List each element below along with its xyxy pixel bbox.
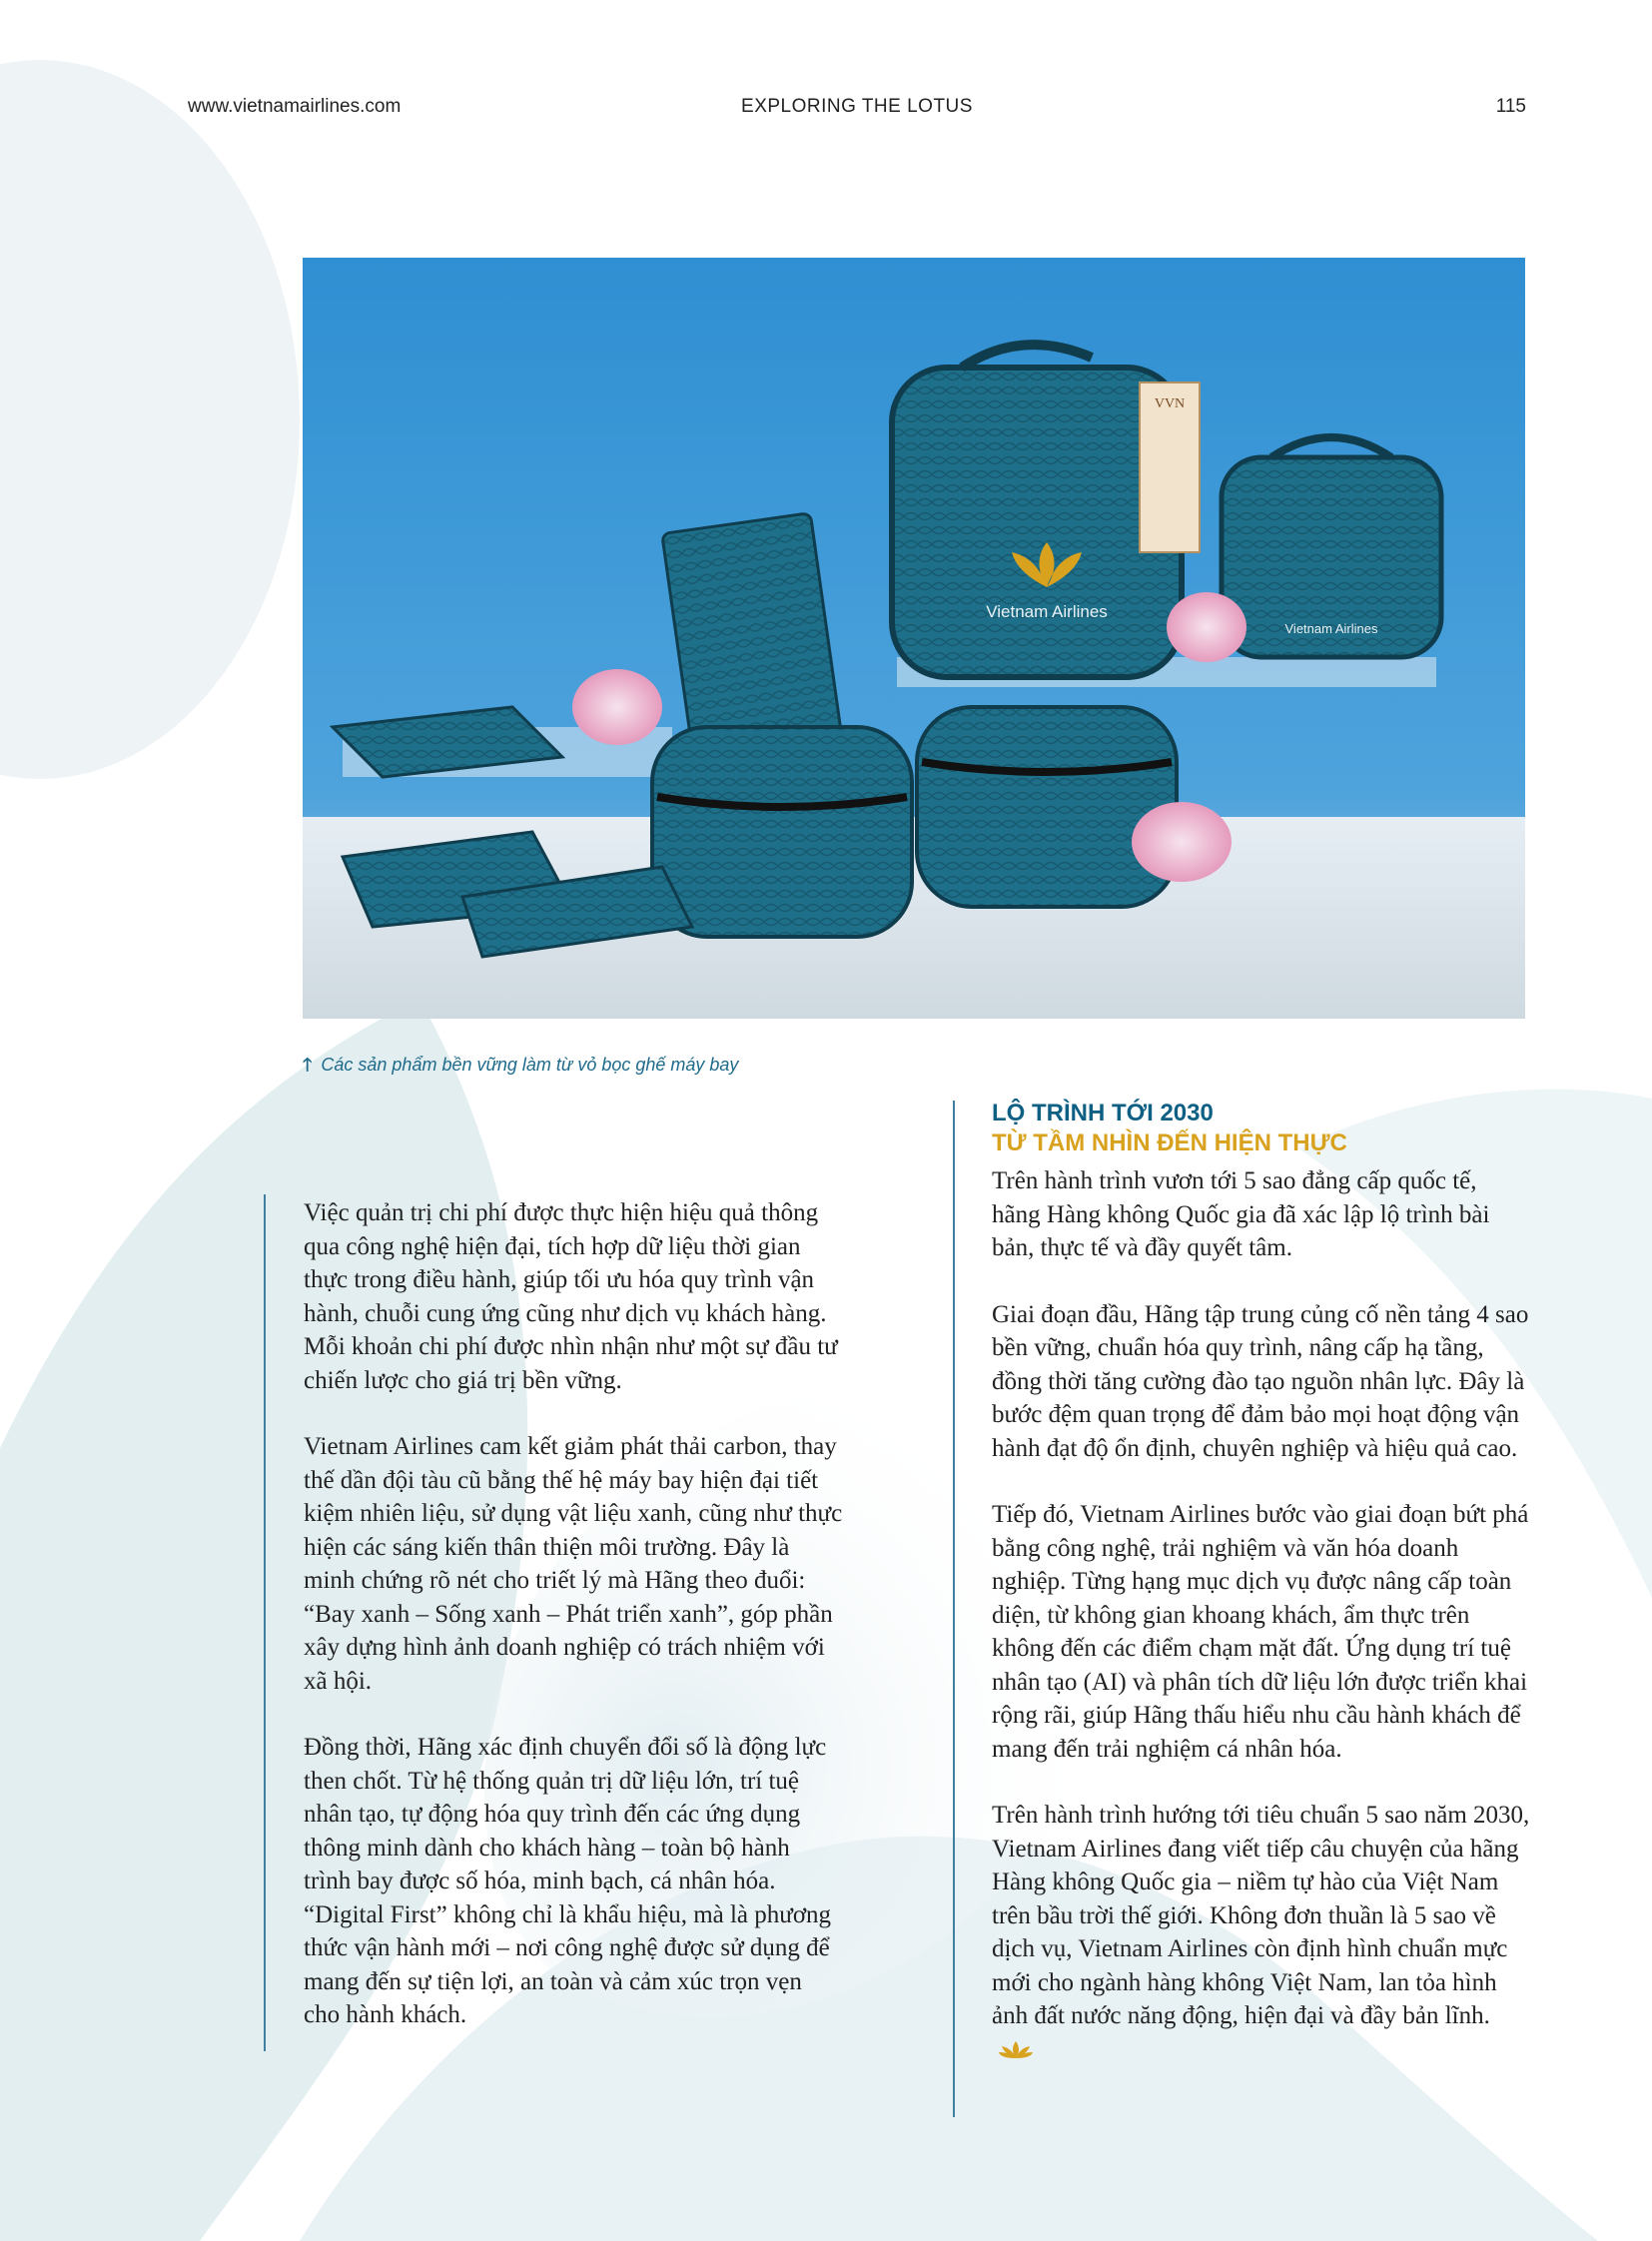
hang-tag-label: VVN xyxy=(1154,396,1186,411)
caption-text: Các sản phẩm bền vững làm từ vỏ bọc ghế máy bay xyxy=(321,1055,739,1075)
left-column xyxy=(304,1196,843,2065)
paragraph-final xyxy=(992,1799,1531,2066)
left-column-rule xyxy=(264,1194,266,2051)
paragraph-text: Trên hành trình hướng tới tiêu chuẩn 5 sao năm 2030, Vietnam Airlines đang viết tiếp câu chuyện của hãng Hàng không Quốc gia – niềm tự hào của Việt Nam trên bầu trời thế giới. Không đơn thuần là 5 sao về dịch vụ, Vietnam Airlines còn định hình chuẩn mực mới cho ngành hàng không Việt Nam, lan tỏa hình ảnh đất nước năng động, hiện đại và đầy bản lĩnh. xyxy=(992,1802,1530,2029)
product-photo xyxy=(303,258,1525,1019)
section-title: EXPLORING THE LOTUS xyxy=(741,96,973,117)
paragraph: Đồng thời, Hãng xác định chuyển đổi số là động lực then chốt. Từ hệ thống quản trị dữ liệu lớn, trí tuệ nhân tạo, tự động hóa quy trình đến các ứng dụng thông minh dành cho khách hàng – toàn bộ hành trình bay được số hóa, minh bạch, cá nhân hóa. “Digital First” không chỉ là khẩu hiệu, mà là phương thức vận hành mới – nơi công nghệ được sử dụng để mang đến sự tiện lợi, an toàn và cảm xúc trọn vẹn cho hành khách. xyxy=(304,1734,832,2028)
heading-line-1: LỘ TRÌNH TỚI 2030 xyxy=(992,1100,1214,1126)
page-header xyxy=(188,96,1526,126)
paragraph: Tiếp đó, Vietnam Airlines bước vào giai đoạn bứt phá bằng công nghệ, trải nghiệm và văn hóa doanh nghiệp. Từng hạng mục dịch vụ được nâng cấp toàn diện, từ không gian khoang khách, ẩm thực trên không đến các điểm chạm mặt đất. Ứng dụng trí tuệ nhân tạo (AI) và phân tích dữ liệu lớn được triển khai rộng rãi, giúp Hãng thấu hiểu nhu cầu hành khách để mang đến trải nghiệm cá nhân hóa. xyxy=(992,1501,1529,1763)
page-number: 115 xyxy=(1495,96,1526,117)
right-column-rule xyxy=(953,1101,955,2117)
section-heading xyxy=(992,1099,1347,1158)
right-column xyxy=(992,1164,1531,2099)
photo-caption xyxy=(303,1053,738,1083)
lotus-end-icon xyxy=(998,2039,1034,2059)
arrow-up-icon: 🡑 xyxy=(303,1055,313,1075)
website-url: www.vietnamairlines.com xyxy=(188,96,402,117)
paragraph: Giai đoạn đầu, Hãng tập trung củng cố nền tảng 4 sao bền vững, chuẩn hóa quy trình, nâng cấp hạ tầng, đồng thời tăng cường đào tạo nguồn nhân lực. Đây là bước đệm quan trọng để đảm bảo mọi hoạt động vận hành đạt độ ổn định, chuyên nghiệp và hiệu quả cao. xyxy=(992,1300,1529,1462)
bag-brand-label: Vietnam Airlines xyxy=(986,602,1108,621)
paragraph: Trên hành trình vươn tới 5 sao đẳng cấp quốc tế, hãng Hàng không Quốc gia đã xác lập lộ trình bài bản, thực tế và đầy quyết tâm. xyxy=(992,1167,1490,1261)
paragraph: Vietnam Airlines cam kết giảm phát thải carbon, thay thế dần đội tàu cũ bằng thế hệ máy bay hiện đại tiết kiệm nhiên liệu, sử dụng vật liệu xanh, cũng như thực hiện các sáng kiến thân thiện môi trường. Đây là minh chứng rõ nét cho triết lý mà Hãng theo đuổi: “Bay xanh – Sống xanh – Phát triển xanh”, góp phần xây dựng hình ảnh doanh nghiệp có trách nhiệm với xã hội. xyxy=(304,1433,843,1695)
paragraph: Việc quản trị chi phí được thực hiện hiệu quả thông qua công nghệ hiện đại, tích hợp dữ liệu thời gian thực trong điều hành, giúp tối ưu hóa quy trình vận hành, chuỗi cung ứng cũng như dịch vụ khách hàng. Mỗi khoản chi phí được nhìn nhận như một sự đầu tư chiến lược cho giá trị bền vững. xyxy=(304,1199,838,1394)
svg-text:Vietnam Airlines: Vietnam Airlines xyxy=(1284,621,1378,636)
heading-line-2: TỪ TẦM NHÌN ĐẾN HIỆN THỰC xyxy=(992,1129,1347,1156)
